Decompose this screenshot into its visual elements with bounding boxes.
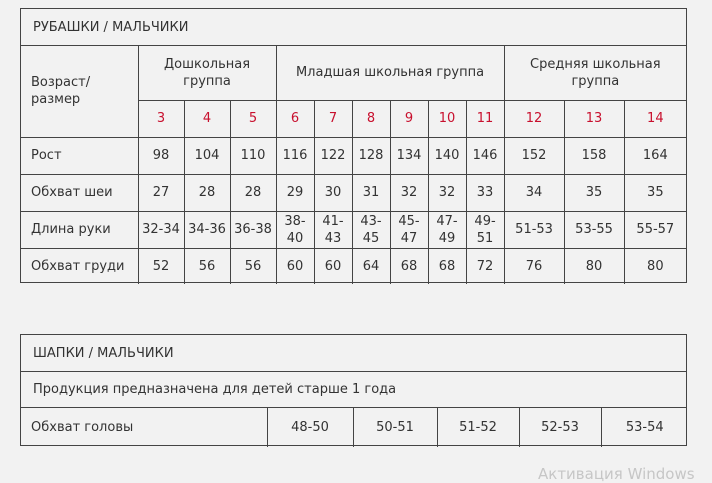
hats-size-chart (20, 334, 687, 446)
table-cell: 68 (428, 248, 466, 284)
group-junior-school: Младшая школьная группа (276, 46, 504, 100)
hats-table (21, 408, 688, 447)
table-cell: 116 (276, 137, 314, 174)
table-cell: 56 (230, 248, 276, 284)
table-cell: 52 (138, 248, 184, 284)
windows-activation-watermark: Активация Windows (538, 465, 695, 483)
table-cell: 56 (184, 248, 230, 284)
size-number: 14 (624, 100, 686, 137)
row-label: Обхват груди (21, 248, 138, 284)
table-cell: 45-47 (390, 211, 428, 248)
table-cell: 29 (276, 174, 314, 211)
table-cell: 146 (466, 137, 504, 174)
table-cell: 50-51 (353, 408, 437, 447)
shirts-table (21, 46, 686, 284)
shirts-size-chart (20, 8, 687, 283)
size-number: 8 (352, 100, 390, 137)
table-cell: 110 (230, 137, 276, 174)
table-cell: 34 (504, 174, 564, 211)
row-label: Длина руки (21, 211, 138, 248)
table-cell: 34-36 (184, 211, 230, 248)
table-cell: 140 (428, 137, 466, 174)
size-number: 7 (314, 100, 352, 137)
row-head-circumference (21, 408, 688, 447)
table-cell: 41-43 (314, 211, 352, 248)
hats-note: Продукция предназначена для детей старше 1 года (21, 372, 686, 408)
table-cell: 80 (564, 248, 624, 284)
table-cell: 36-38 (230, 211, 276, 248)
group-middle-school: Средняя школьная группа (504, 46, 686, 100)
size-number: 3 (138, 100, 184, 137)
table-cell: 52-53 (519, 408, 601, 447)
table-cell: 51-53 (504, 211, 564, 248)
row-label: Рост (21, 137, 138, 174)
row-neck (21, 174, 686, 211)
table-cell: 38-40 (276, 211, 314, 248)
table-cell: 60 (276, 248, 314, 284)
size-number: 11 (466, 100, 504, 137)
table-cell: 134 (390, 137, 428, 174)
row-label: Обхват головы (21, 408, 267, 447)
table-cell: 164 (624, 137, 686, 174)
table-cell: 64 (352, 248, 390, 284)
size-number: 10 (428, 100, 466, 137)
table-cell: 152 (504, 137, 564, 174)
table-cell: 48-50 (267, 408, 353, 447)
age-size-header: Возраст/ размер (21, 46, 138, 137)
table-cell: 33 (466, 174, 504, 211)
size-number: 13 (564, 100, 624, 137)
table-cell: 28 (184, 174, 230, 211)
table-cell: 53-55 (564, 211, 624, 248)
size-number: 4 (184, 100, 230, 137)
row-chest (21, 248, 686, 284)
table-cell: 27 (138, 174, 184, 211)
table-cell: 80 (624, 248, 686, 284)
table-cell: 158 (564, 137, 624, 174)
row-label: Обхват шеи (21, 174, 138, 211)
size-number: 12 (504, 100, 564, 137)
table-cell: 51-52 (437, 408, 519, 447)
table-cell: 68 (390, 248, 428, 284)
table-cell: 72 (466, 248, 504, 284)
table-cell: 104 (184, 137, 230, 174)
table-cell: 30 (314, 174, 352, 211)
table-cell: 32 (428, 174, 466, 211)
table-cell: 122 (314, 137, 352, 174)
table-cell: 35 (624, 174, 686, 211)
hats-title: ШАПКИ / МАЛЬЧИКИ (21, 335, 686, 372)
group-preschool: Дошкольная группа (138, 46, 276, 100)
row-arm-length (21, 211, 686, 248)
table-cell: 32 (390, 174, 428, 211)
size-number: 5 (230, 100, 276, 137)
table-cell: 35 (564, 174, 624, 211)
table-cell: 60 (314, 248, 352, 284)
table-cell: 98 (138, 137, 184, 174)
size-number: 9 (390, 100, 428, 137)
table-cell: 47-49 (428, 211, 466, 248)
table-cell: 28 (230, 174, 276, 211)
table-cell: 31 (352, 174, 390, 211)
size-number: 6 (276, 100, 314, 137)
table-cell: 76 (504, 248, 564, 284)
table-cell: 53-54 (601, 408, 688, 447)
table-cell: 43-45 (352, 211, 390, 248)
table-cell: 32-34 (138, 211, 184, 248)
table-cell: 49-51 (466, 211, 504, 248)
shirts-title: РУБАШКИ / МАЛЬЧИКИ (21, 9, 686, 46)
table-cell: 128 (352, 137, 390, 174)
table-cell: 55-57 (624, 211, 686, 248)
row-height (21, 137, 686, 174)
